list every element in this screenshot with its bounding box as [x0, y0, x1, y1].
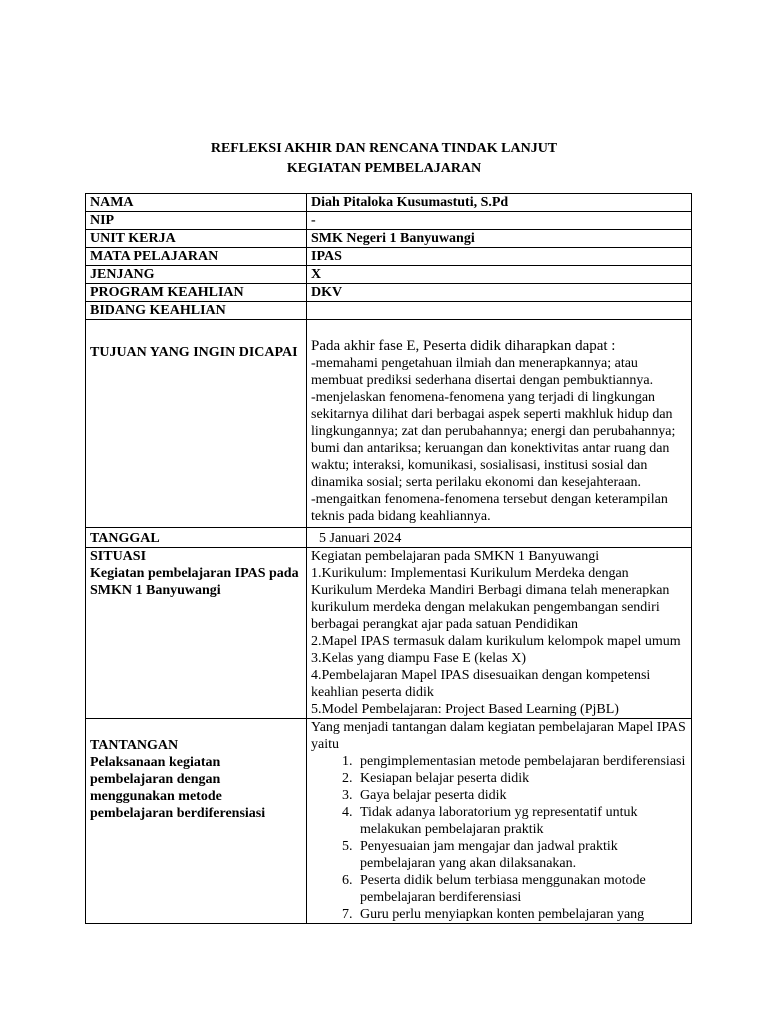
- list-item: 6. Peserta didik belum terbiasa menggunakan motode pembelajaran berdiferensiasi: [356, 872, 687, 906]
- label-bidang-keahlian: BIDANG KEAHLIAN: [86, 302, 307, 320]
- value-tanggal: 5 Januari 2024: [307, 528, 692, 548]
- label-tantangan: [86, 719, 307, 924]
- label-unit-kerja: UNIT KERJA: [86, 230, 307, 248]
- row-mata-pelajaran: [86, 248, 692, 266]
- label-tujuan-text: TUJUAN YANG INGIN DICAPAI: [90, 345, 298, 360]
- title-line-1: REFLEKSI AKHIR DAN RENCANA TINDAK LANJUT: [210, 141, 558, 156]
- value-unit-kerja: SMK Negeri 1 Banyuwangi: [307, 230, 692, 248]
- document-title: [0, 139, 768, 179]
- value-nip: -: [307, 212, 692, 230]
- value-situasi: Kegiatan pembelajaran pada SMKN 1 Banyuwangi 1.Kurikulum: Implementasi Kurikulum Merdeka dengan Kurikulum Merdeka Mandiri Berbagi dimana telah menerapkan kurikulum merdeka dengan melakukan pengembangan sendiri berbagai perangkat ajar pada satuan Pendidikan 2.Mapel IPAS termasuk dalam kurikulum kelompok mapel umum 3.Kelas yang diampu Fase E (kelas X) 4.Pembelajaran Mapel IPAS disesuaikan dengan kompetensi keahlian peserta didik 5.Model Pembelajaran: Project Based Learning (PjBL): [307, 548, 692, 719]
- row-jenjang: [86, 266, 692, 284]
- row-tujuan: [86, 320, 692, 528]
- row-nama: [86, 194, 692, 212]
- row-bidang-keahlian: [86, 302, 692, 320]
- value-tantangan: [307, 719, 692, 924]
- row-program-keahlian: [86, 284, 692, 302]
- row-situasi: [86, 548, 692, 719]
- tantangan-subtitle: Pelaksanaan kegiatan pembelajaran dengan menggunakan metode pembelajaran berdiferensiasi: [90, 755, 266, 821]
- list-item: 5. Penyesuaian jam mengajar dan jadwal praktik pembelajaran yang akan dilaksanakan.: [356, 838, 687, 872]
- label-mata-pelajaran: MATA PELAJARAN: [86, 248, 307, 266]
- situasi-title: SITUASI: [90, 549, 147, 564]
- value-tujuan: [307, 320, 692, 528]
- value-mata-pelajaran: IPAS: [307, 248, 692, 266]
- tujuan-intro: Pada akhir fase E, Peserta didik diharapkan dapat :: [311, 338, 616, 354]
- title-line-2: KEGIATAN PEMBELAJARAN: [286, 161, 482, 176]
- tantangan-list: [311, 753, 687, 923]
- tujuan-body: -memahami pengetahuan ilmiah dan menerapkannya; atau membuat prediksi sederhana disertai dengan pembuktiannya. -menjelaskan fenomena-fenomena yang terjadi di lingkungan sekitarnya dilihat dari berbagai aspek seperti makhluk hidup dan lingkungannya; zat dan perubahannya; energi dan perubahannya; bumi dan antariksa; keruangan dan konektivitas antar ruang dan waktu; interaksi, komunikasi, sosialisasi, institusi sosial dan dinamika sosial; serta perilaku ekonomi dan kesejahteraan. -mengaitkan fenomena-fenomena tersebut dengan keterampilan teknis pada bidang keahliannya.: [311, 356, 676, 524]
- value-bidang-keahlian: [307, 302, 692, 320]
- list-item: 1. pengimplementasian metode pembelajaran berdiferensiasi: [356, 753, 687, 770]
- row-tantangan: [86, 719, 692, 924]
- label-situasi: [86, 548, 307, 719]
- label-tujuan: [86, 320, 307, 528]
- label-tanggal: TANGGAL: [86, 528, 307, 548]
- row-unit-kerja: [86, 230, 692, 248]
- label-jenjang: JENJANG: [86, 266, 307, 284]
- list-item: 4. Tidak adanya laboratorium yg representatif untuk melakukan pembelajaran praktik: [356, 804, 687, 838]
- label-program-keahlian: PROGRAM KEAHLIAN: [86, 284, 307, 302]
- reflection-table: [85, 193, 692, 924]
- situasi-subtitle: Kegiatan pembelajaran IPAS pada SMKN 1 Banyuwangi: [90, 566, 299, 598]
- value-program-keahlian: DKV: [307, 284, 692, 302]
- list-item: 2. Kesiapan belajar peserta didik: [356, 770, 687, 787]
- tantangan-intro: Yang menjadi tantangan dalam kegiatan pembelajaran Mapel IPAS yaitu: [311, 720, 686, 752]
- value-jenjang: X: [307, 266, 692, 284]
- list-item: 3. Gaya belajar peserta didik: [356, 787, 687, 804]
- tantangan-title: TANTANGAN: [90, 738, 179, 753]
- row-tanggal: [86, 528, 692, 548]
- label-nama: NAMA: [86, 194, 307, 212]
- label-nip: NIP: [86, 212, 307, 230]
- value-nama: Diah Pitaloka Kusumastuti, S.Pd: [307, 194, 692, 212]
- row-nip: [86, 212, 692, 230]
- list-item: 7. Guru perlu menyiapkan konten pembelajaran yang: [356, 906, 687, 923]
